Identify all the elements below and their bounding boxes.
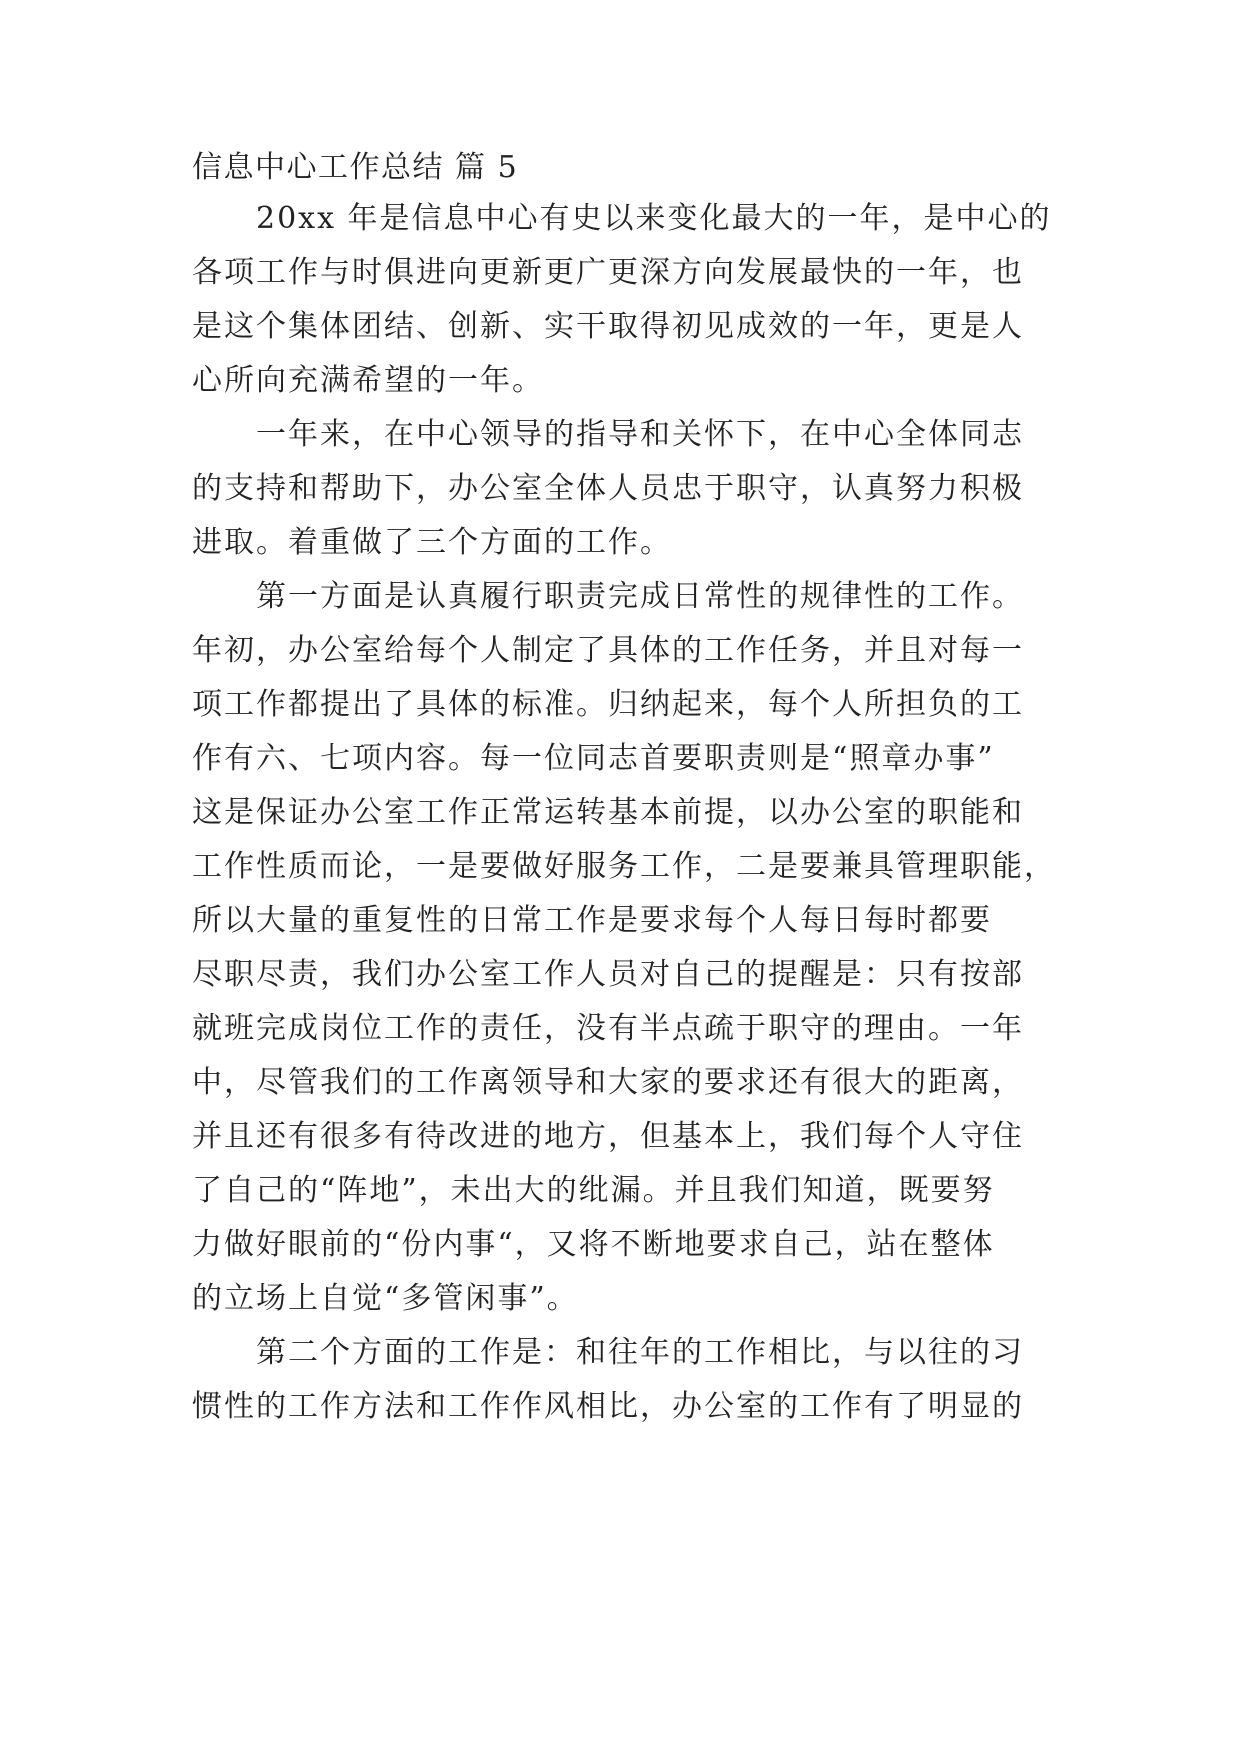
paragraph-line: 尽职尽责，我们办公室工作人员对自己的提醒是：只有按部 [192,957,1024,992]
paragraph-line: 进取。着重做了三个方面的工作。 [192,525,672,560]
paragraph-line: 的立场上自觉“多管闲事”。 [192,1281,579,1316]
paragraph-line: 20xx 年是信息中心有史以来变化最大的一年，是中心的 [192,201,1052,236]
paragraph-line: 惯性的工作方法和工作作风相比，办公室的工作有了明显的 [192,1389,1024,1424]
paragraph-line: 项工作都提出了具体的标准。归纳起来，每个人所担负的工 [192,687,1024,722]
paragraph-line: 并且还有很多有待改进的地方，但基本上，我们每个人守住 [192,1119,1024,1154]
document-title: 信息中心工作总结 篇 5 [192,150,519,185]
paragraph-line: 作有六、七项内容。每一位同志首要职责则是“照章办事” [192,741,995,776]
paragraph-line: 中，尽管我们的工作离领导和大家的要求还有很大的距离， [192,1065,1024,1100]
paragraph-line: 就班完成岗位工作的责任，没有半点疏于职守的理由。一年 [192,1011,1024,1046]
paragraph-line: 工作性质而论，一是要做好服务工作，二是要兼具管理职能， [192,849,1056,884]
paragraph-line: 是这个集体团结、创新、实干取得初见成效的一年，更是人 [192,309,1024,344]
paragraph-line: 第一方面是认真履行职责完成日常性的规律性的工作。 [192,579,1024,614]
paragraph-line: 一年来，在中心领导的指导和关怀下，在中心全体同志 [192,417,1024,452]
paragraph-line: 所以大量的重复性的日常工作是要求每个人每日每时都要 [192,903,992,938]
paragraph-line: 年初，办公室给每个人制定了具体的工作任务，并且对每一 [192,633,1024,668]
paragraph-line: 的支持和帮助下，办公室全体人员忠于职守，认真努力积极 [192,471,1024,506]
paragraph-line: 力做好眼前的“份内事“，又将不断地要求自己，站在整体 [192,1227,995,1262]
paragraph-line: 第二个方面的工作是：和往年的工作相比，与以往的习 [192,1335,1024,1370]
paragraph-line: 这是保证办公室工作正常运转基本前提，以办公室的职能和 [192,795,1024,830]
paragraph-line: 各项工作与时俱进向更新更广更深方向发展最快的一年，也 [192,255,1024,290]
paragraph-line: 了自己的“阵地”，未出大的纰漏。并且我们知道，既要努 [192,1173,995,1208]
paragraph-line: 心所向充满希望的一年。 [192,363,544,398]
